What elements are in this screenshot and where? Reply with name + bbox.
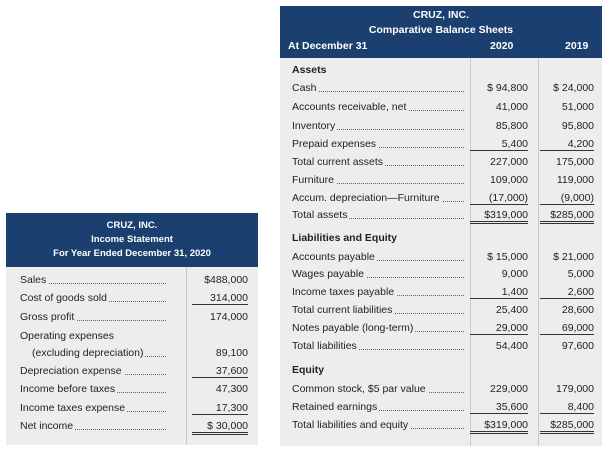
income-title: Income Statement (91, 234, 173, 245)
row-value: 17,300 (192, 400, 248, 415)
row-label (292, 381, 464, 397)
row-label (20, 418, 166, 434)
row-label-text: Cost of goods sold (20, 292, 107, 304)
row-label (292, 154, 464, 170)
assets-heading: Assets (292, 64, 327, 76)
value-2019: 69,000 (540, 320, 594, 335)
table-row (280, 381, 602, 397)
row-label-text: Total current liabilities (292, 304, 393, 316)
table-row (280, 80, 602, 96)
row-label (32, 345, 166, 361)
table-row (280, 266, 602, 282)
row-value: 314,000 (192, 290, 248, 305)
table-row (280, 338, 602, 354)
table-row (280, 284, 602, 300)
row-label-text: Income taxes payable (292, 286, 395, 298)
value-2019: 119,000 (556, 174, 594, 186)
row-label (292, 266, 464, 282)
row-label (292, 172, 464, 188)
value-2020: 85,800 (495, 120, 528, 132)
table-row (280, 399, 602, 415)
row-label (292, 284, 464, 300)
row-label-text: Total liabilities (292, 340, 357, 352)
balance-sheet-header (280, 6, 602, 58)
value-2020: (17,000) (470, 190, 528, 205)
value-2020: $ 94,800 (487, 82, 528, 94)
value-2019: $285,000 (540, 417, 594, 434)
table-row (280, 417, 602, 433)
table-row (6, 400, 258, 416)
row-label (20, 290, 166, 306)
row-label (20, 400, 166, 416)
table-row (6, 418, 258, 434)
value-2020: 1,400 (470, 284, 528, 299)
table-row (6, 290, 258, 306)
row-label (292, 118, 464, 134)
row-label (292, 99, 464, 115)
row-value: 37,600 (192, 363, 248, 378)
value-2020: 25,400 (495, 304, 528, 316)
row-label (292, 80, 464, 96)
income-header (6, 213, 258, 267)
liabilities-heading: Liabilities and Equity (292, 232, 398, 244)
table-row (280, 118, 602, 134)
table-row (280, 136, 602, 152)
row-label (292, 136, 464, 152)
table-row (6, 345, 258, 361)
table-row (280, 249, 602, 265)
balance-title: Comparative Balance Sheets (368, 24, 514, 36)
row-value: 89,100 (215, 347, 248, 359)
value-2020: 229,000 (490, 383, 528, 395)
value-2019: 2,600 (540, 284, 594, 299)
row-label-text: Income before taxes (20, 383, 116, 395)
row-label-text: Depreciation expense (20, 365, 122, 377)
row-label-text: Furniture (292, 174, 335, 186)
table-row (6, 309, 258, 325)
value-2019: 4,200 (540, 136, 594, 151)
balance-col-2019: 2019 (565, 40, 589, 52)
table-row (280, 302, 602, 318)
row-label-text: Accum. depreciation—Furniture (292, 192, 440, 204)
income-statement-panel (6, 213, 258, 445)
value-2020: 5,400 (470, 136, 528, 151)
value-2019: $285,000 (540, 207, 594, 224)
row-label-text: Notes payable (long-term) (292, 322, 414, 334)
value-2019: 5,000 (567, 268, 594, 280)
value-2019: 97,600 (561, 340, 594, 352)
value-2020: 35,600 (470, 399, 528, 414)
table-row (280, 154, 602, 170)
value-2019: $ 21,000 (553, 251, 594, 263)
row-label-text: Income taxes expense (20, 402, 126, 414)
value-2019: 28,600 (561, 304, 594, 316)
value-2020: 9,000 (501, 268, 528, 280)
balance-date-label: At December 31 (288, 40, 368, 52)
row-label (292, 338, 464, 354)
row-label (292, 417, 464, 433)
table-row (6, 363, 258, 379)
row-label (20, 328, 166, 344)
row-label (20, 309, 166, 325)
row-label-text: Total liabilities and equity (292, 419, 409, 431)
table-row (6, 381, 258, 397)
table-row (280, 99, 602, 115)
value-2019: 179,000 (556, 383, 594, 395)
value-2020: $ 15,000 (487, 251, 528, 263)
value-2019: 175,000 (556, 156, 594, 168)
table-row (280, 320, 602, 336)
row-label-text: Operating expenses (20, 330, 114, 342)
table-row (280, 190, 602, 206)
row-label-text: Total current assets (292, 156, 384, 168)
table-row (6, 272, 258, 288)
value-2019: $ 24,000 (553, 82, 594, 94)
income-period: For Year Ended December 31, 2020 (53, 248, 211, 259)
value-2020: $319,000 (470, 207, 528, 224)
table-row (6, 328, 258, 344)
value-2020: 41,000 (495, 101, 528, 113)
row-label-text: Net income (20, 420, 74, 432)
row-value: $ 30,000 (192, 418, 248, 435)
row-value: $488,000 (204, 274, 248, 286)
row-label-text: Retained earnings (292, 401, 378, 413)
balance-company: CRUZ, INC. (413, 9, 469, 21)
value-2020: 54,400 (495, 340, 528, 352)
row-label-text: Inventory (292, 120, 336, 132)
income-company: CRUZ, INC. (106, 220, 158, 231)
table-row (280, 207, 602, 223)
row-label-text: Sales (20, 274, 47, 286)
row-value: 174,000 (210, 311, 248, 323)
row-label-text: Cash (292, 82, 317, 94)
row-label-text: Total assets (292, 209, 348, 221)
value-2019: 95,800 (561, 120, 594, 132)
balance-sheet-panel (280, 6, 602, 446)
value-2020: 109,000 (490, 174, 528, 186)
value-2020: $319,000 (470, 417, 528, 434)
value-2019: 8,400 (540, 399, 594, 414)
row-label-text: Gross profit (20, 311, 75, 323)
row-label-text: Accounts payable (292, 251, 375, 263)
row-label (292, 302, 464, 318)
value-2019: (9,000) (540, 190, 594, 205)
row-value: 47,300 (215, 383, 248, 395)
row-label (20, 363, 166, 379)
row-label (292, 320, 464, 336)
row-label-text: (excluding depreciation) (32, 347, 144, 359)
row-label (292, 399, 464, 415)
row-label-text: Prepaid expenses (292, 138, 377, 150)
row-value (192, 328, 248, 342)
balance-col-2020: 2020 (490, 40, 514, 52)
value-2020: 29,000 (470, 320, 528, 335)
row-label-text: Common stock, $5 par value (292, 383, 426, 395)
table-row (280, 172, 602, 188)
equity-heading: Equity (292, 364, 325, 376)
row-label (20, 381, 166, 397)
row-label (292, 249, 464, 265)
value-2020: 227,000 (490, 156, 528, 168)
row-label (292, 207, 464, 223)
row-label (20, 272, 166, 288)
value-2019: 51,000 (561, 101, 594, 113)
row-label (292, 190, 464, 206)
row-label-text: Wages payable (292, 268, 364, 280)
row-label-text: Accounts receivable, net (292, 101, 407, 113)
